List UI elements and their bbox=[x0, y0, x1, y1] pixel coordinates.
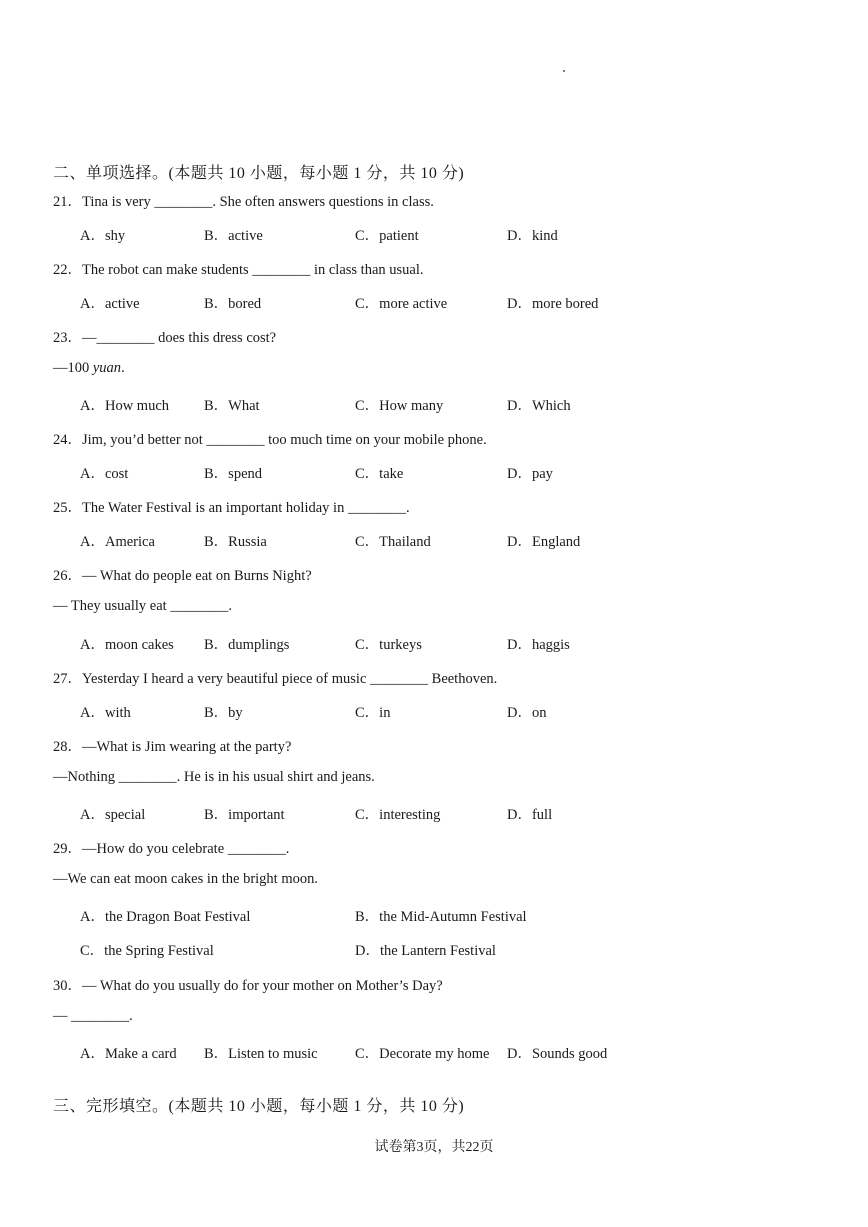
page-footer: 试卷第3页，共22页 bbox=[374, 1140, 494, 1155]
q29-option-d: D．the Lantern Festival bbox=[355, 943, 496, 959]
q25-option-d: D．England bbox=[507, 534, 581, 550]
question-26: 26．— What do people eat on Burns Night? bbox=[53, 568, 312, 584]
question-26-reply: — They usually eat ________. bbox=[53, 598, 232, 614]
q30-option-b: B．Listen to music bbox=[204, 1046, 318, 1062]
q30-option-c: C．Decorate my home bbox=[355, 1046, 490, 1062]
q24-option-b: B．spend bbox=[204, 466, 262, 482]
q29-option-b: B．the Mid-Autumn Festival bbox=[355, 909, 527, 925]
q30-option-d: D．Sounds good bbox=[507, 1046, 608, 1062]
q24-option-c: C．take bbox=[355, 466, 404, 482]
q21-option-c: C．patient bbox=[355, 228, 419, 244]
question-28-reply: —Nothing ________. He is in his usual shirt and jeans. bbox=[53, 769, 375, 785]
q28-option-c: C．interesting bbox=[355, 807, 441, 823]
question-23: 23．—________ does this dress cost? bbox=[53, 330, 277, 346]
question-29-reply: —We can eat moon cakes in the bright moon. bbox=[53, 871, 318, 887]
scan-speck bbox=[563, 70, 565, 72]
q23-option-c: C．How many bbox=[355, 398, 444, 414]
question-28: 28．—What is Jim wearing at the party? bbox=[53, 739, 292, 755]
section-2-title: 二、单项选择。(本题共 10 小题，每小题 1 分，共 10 分) bbox=[53, 165, 465, 182]
q28-option-a: A．special bbox=[80, 807, 146, 823]
q28-option-b: B．important bbox=[204, 807, 285, 823]
q30-option-a: A．Make a card bbox=[80, 1046, 177, 1062]
q23-option-d: D．Which bbox=[507, 398, 571, 414]
q25-option-c: C．Thailand bbox=[355, 534, 431, 550]
question-27: 27．Yesterday I heard a very beautiful piece of music ________ Beethoven. bbox=[53, 671, 498, 687]
q21-option-d: D．kind bbox=[507, 228, 558, 244]
q22-option-b: B．bored bbox=[204, 296, 262, 312]
question-30-reply: — ________. bbox=[53, 1008, 133, 1024]
question-25: 25．The Water Festival is an important holiday in ________. bbox=[53, 500, 410, 516]
q29-option-a: A．the Dragon Boat Festival bbox=[80, 909, 251, 925]
q24-option-a: A．cost bbox=[80, 466, 129, 482]
q26-option-b: B．dumplings bbox=[204, 637, 290, 653]
q25-option-a: A．America bbox=[80, 534, 155, 550]
question-21: 21．Tina is very ________. She often answers questions in class. bbox=[53, 194, 434, 210]
question-23-reply: —100 yuan. bbox=[53, 360, 125, 376]
question-22: 22．The robot can make students ________ in class than usual. bbox=[53, 262, 424, 278]
q22-option-c: C．more active bbox=[355, 296, 448, 312]
q24-option-d: D．pay bbox=[507, 466, 553, 482]
q22-option-d: D．more bored bbox=[507, 296, 599, 312]
q23-option-b: B．What bbox=[204, 398, 260, 414]
q27-option-c: C．in bbox=[355, 705, 391, 721]
q28-option-d: D．full bbox=[507, 807, 553, 823]
q26-option-c: C．turkeys bbox=[355, 637, 422, 653]
question-30: 30．— What do you usually do for your mother on Mother’s Day? bbox=[53, 978, 443, 994]
q26-option-a: A．moon cakes bbox=[80, 637, 174, 653]
section-3-title: 三、完形填空。(本题共 10 小题，每小题 1 分，共 10 分) bbox=[53, 1098, 465, 1115]
q29-option-c: C．the Spring Festival bbox=[80, 943, 214, 959]
q22-option-a: A．active bbox=[80, 296, 140, 312]
q25-option-b: B．Russia bbox=[204, 534, 267, 550]
question-29: 29．—How do you celebrate ________. bbox=[53, 841, 290, 857]
q21-option-b: B．active bbox=[204, 228, 263, 244]
q21-option-a: A．shy bbox=[80, 228, 126, 244]
q23-option-a: A．How much bbox=[80, 398, 170, 414]
q27-option-b: B．by bbox=[204, 705, 243, 721]
q26-option-d: D．haggis bbox=[507, 637, 570, 653]
q27-option-a: A．with bbox=[80, 705, 131, 721]
question-24: 24．Jim, you’d better not ________ too much time on your mobile phone. bbox=[53, 432, 487, 448]
q27-option-d: D．on bbox=[507, 705, 547, 721]
